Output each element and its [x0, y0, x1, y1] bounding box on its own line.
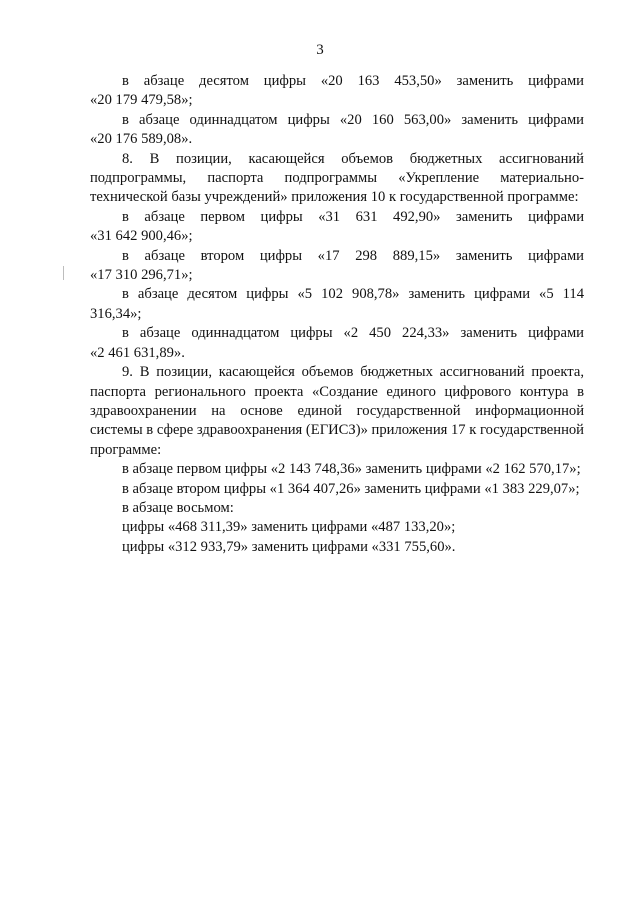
paragraph-3-rest: подпрограммы, паспорта подпрограммы «Укрепление материально-технической базы учреждений» приложения 10 к государственной программе: [90, 170, 584, 206]
paragraph-1 [90, 72, 584, 111]
paragraph-9 [90, 460, 584, 479]
paragraph-13 [90, 538, 584, 557]
paragraph-6 [90, 285, 584, 324]
paragraph-9-text: в абзаце первом цифры «2 143 748,36» заменить цифрами «2 162 570,17»; [122, 461, 581, 478]
paragraph-11 [90, 499, 584, 518]
page-number: 3 [316, 42, 324, 58]
paragraph-4 [90, 208, 584, 247]
paragraph-7 [90, 324, 584, 363]
paragraph-4-rest: «31 642 900,46»; [90, 228, 193, 245]
paragraph-3-first-line: 8. В позиции, касающейся объемов бюджетных ассигнований [122, 150, 584, 167]
document-body [90, 72, 584, 557]
paragraph-3 [90, 150, 584, 208]
paragraph-7-rest: «2 461 631,89». [90, 344, 185, 361]
paragraph-5-rest: «17 310 296,71»; [90, 267, 193, 284]
paragraph-8-first-line: 9. В позиции, касающейся объемов бюджетных ассигнований проекта, [122, 364, 584, 381]
paragraph-2 [90, 111, 584, 150]
paragraph-6-text: в абзаце десятом цифры «5 102 908,78» заменить цифрами «5 114 316,34»; [90, 286, 584, 322]
paragraph-1-first-line: в абзаце десятом цифры «20 163 453,50» заменить цифрами [122, 73, 584, 89]
paragraph-1-rest: «20 179 479,58»; [90, 92, 193, 109]
paragraph-2-rest: «20 176 589,08». [90, 131, 193, 148]
paragraph-8 [90, 363, 584, 460]
paragraph-8-rest: паспорта регионального проекта «Создание единого цифрового контура в здравоохранении на основе единой государственной информационной системы в сфере здравоохранения (ЕГИСЗ)» приложения 17 к государственной программе: [90, 383, 584, 458]
paragraph-12 [90, 518, 584, 537]
margin-mark [63, 266, 64, 280]
paragraph-12-text: цифры «468 311,39» заменить цифрами «487 133,20»; [122, 519, 456, 536]
paragraph-5-first-line: в абзаце втором цифры «17 298 889,15» заменить цифрами [122, 247, 584, 264]
paragraph-5 [90, 247, 584, 286]
paragraph-13-text: цифры «312 933,79» заменить цифрами «331 755,60». [122, 538, 456, 555]
paragraph-10 [90, 480, 584, 499]
paragraph-11-text: в абзаце восьмом: [122, 499, 234, 516]
paragraph-7-first-line: в абзаце одиннадцатом цифры «2 450 224,33» заменить цифрами [122, 325, 584, 342]
paragraph-2-first-line: в абзаце одиннадцатом цифры «20 160 563,00» заменить цифрами [122, 111, 584, 128]
paragraph-10-text: в абзаце втором цифры «1 364 407,26» заменить цифрами «1 383 229,07»; [122, 480, 580, 497]
paragraph-4-first-line: в абзаце первом цифры «31 631 492,90» заменить цифрами [122, 208, 584, 225]
